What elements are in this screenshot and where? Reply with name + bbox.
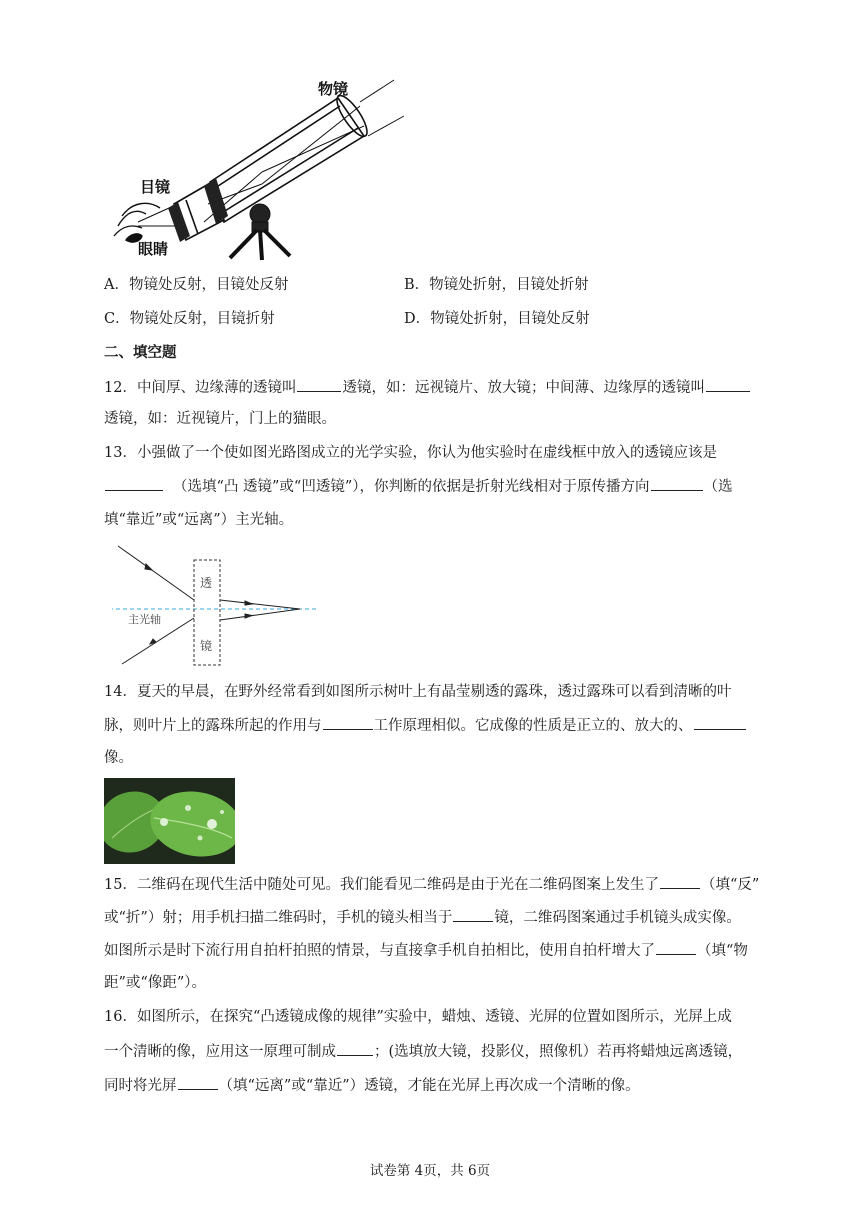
option-text: 物镜处反射，目镜折射	[129, 311, 275, 327]
leaf-dewdrop-photo	[104, 778, 235, 864]
answer-blank[interactable]	[651, 476, 703, 491]
option-letter: A．	[104, 277, 129, 293]
q16-text: 同时将光屏	[104, 1078, 177, 1094]
q15-text: 或“折”）射；用手机扫描二维码时，手机的镜头相当于	[104, 910, 453, 926]
q14-text: 工作原理相似。它成像的性质是正立的、放大的、	[373, 718, 693, 734]
q15-text: 镜，二维码图案通过手机镜头成实像。	[494, 910, 741, 926]
q12-text: 12．中间厚、边缘薄的透镜叫	[104, 380, 297, 396]
q15-text: （填“反”	[700, 877, 760, 893]
q15-line-4: 距”或“像距”）。	[104, 975, 206, 991]
q13-line-3: 填“靠近”或“远离”）主光轴。	[104, 512, 294, 528]
option-letter: D．	[404, 311, 431, 327]
option-d	[404, 309, 590, 329]
telescope-figure	[112, 76, 412, 262]
eye-sketch	[114, 203, 160, 242]
q13-text: （选	[703, 479, 733, 495]
option-text: 物镜处折射，目镜处折射	[429, 277, 589, 293]
q15-line-3	[104, 940, 748, 961]
q15-text: 如图所示是时下流行用自拍杆拍照的情景，与直接拿手机自拍相比，使用自拍杆增大了	[104, 943, 655, 959]
q13-line-1: 13．小强做了一个使如图光路图成立的光学实验，你认为他实验时在虚线框中放入的透镜应该是	[104, 445, 717, 461]
answer-blank[interactable]	[706, 377, 750, 392]
answer-blank[interactable]	[656, 940, 696, 955]
answer-blank[interactable]	[453, 907, 493, 922]
q12-line-2: 透镜，如：近视镜片，门上的猫眼。	[104, 411, 336, 427]
option-text: 物镜处反射，目镜处反射	[128, 277, 289, 293]
q14-line-3: 像。	[104, 750, 133, 766]
box-label-bottom: 镜	[200, 639, 213, 653]
q16-text: 一个清晰的像，应用这一原理可制成	[104, 1044, 336, 1060]
answer-blank[interactable]	[323, 715, 373, 730]
option-a	[104, 275, 288, 295]
q16-line-3	[104, 1075, 640, 1096]
option-c	[104, 309, 275, 329]
option-letter: C．	[104, 311, 130, 327]
lens-ray-diagram	[112, 540, 322, 670]
page-footer: 试卷第 4页，共 6页	[369, 1163, 491, 1179]
answer-blank[interactable]	[297, 377, 341, 392]
q14-line-2	[104, 715, 747, 736]
answer-blank[interactable]	[337, 1041, 373, 1056]
option-letter: B．	[404, 277, 430, 293]
option-text: 物镜处折射，目镜处反射	[430, 311, 590, 327]
q16-line-2	[104, 1041, 742, 1062]
q12-text: 透镜，如：远视镜片、放大镜；中间薄、边缘厚的透镜叫	[342, 380, 705, 396]
q15-text: 15．二维码在现代生活中随处可见。我们能看见二维码是由于光在二维码图案上发生了	[104, 877, 659, 893]
q13-line-2	[104, 476, 733, 497]
q16-text: ；(选填放大镜，投影仪，照像机）若再将蜡烛远离透镜，	[374, 1044, 743, 1060]
q15-line-1	[104, 874, 759, 895]
q15-line-2	[104, 907, 741, 928]
label-eyepiece: 目镜	[140, 178, 171, 196]
box-label-top: 透	[200, 576, 213, 590]
answer-blank[interactable]	[105, 476, 163, 491]
option-b	[404, 275, 589, 295]
label-objective: 物镜	[318, 80, 349, 98]
section-heading: 二、填空题	[104, 344, 177, 361]
q16-text: （填“远离”或“靠近”）透镜，才能在光屏上再次成一个清晰的像。	[218, 1078, 640, 1094]
q16-line-1: 16．如图所示，在探究“凸透镜成像的规律”实验中，蜡烛、透镜、光屏的位置如图所示，光屏上成	[104, 1009, 732, 1025]
answer-blank[interactable]	[694, 715, 746, 730]
q15-text: （填“物	[697, 943, 748, 959]
q14-line-1: 14．夏天的早晨，在野外经常看到如图所示树叶上有晶莹剔透的露珠，透过露珠可以看到清晰的叶	[104, 684, 732, 700]
axis-label: 主光轴	[128, 613, 161, 626]
label-eye: 眼睛	[138, 240, 169, 258]
q13-text: （选填“凸 透镜”或“凹透镜”），你判断的依据是折射光线相对于原传播方向	[173, 479, 650, 495]
answer-blank[interactable]	[178, 1075, 218, 1090]
answer-blank[interactable]	[660, 874, 700, 889]
q12-line-1	[104, 377, 751, 398]
q14-text: 脉，则叶片上的露珠所起的作用与	[104, 718, 322, 734]
